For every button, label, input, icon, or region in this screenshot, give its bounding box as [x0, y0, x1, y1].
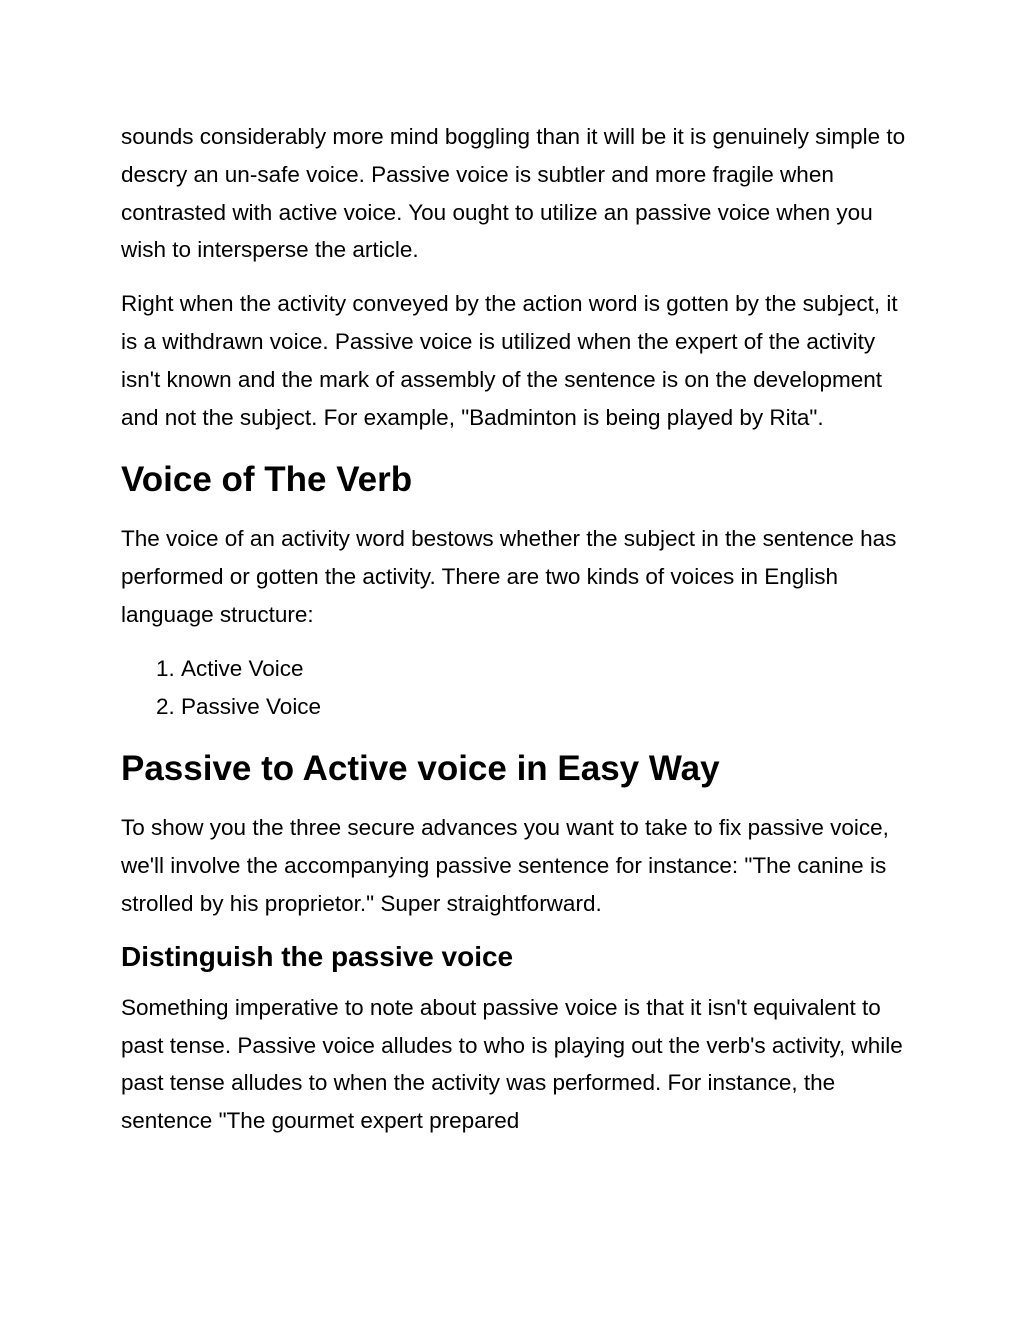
voice-types-list	[121, 650, 911, 726]
paragraph-intro: sounds considerably more mind boggling than it will be it is genuinely simple to descry an un-safe voice. Passive voice is subtler and more fragile when contrasted with active voice. You ought to utilize an passive voice when you wish to intersperse the article.	[121, 124, 906, 263]
paragraph-past-tense-note: Something imperative to note about passive voice is that it isn't equivalent to past tense. Passive voice alludes to who is playing out the verb's activity, while past tense alludes to when the activity was performed. For instance, the sentence "The gourmet expert prepared	[121, 994, 903, 1134]
heading-passive-to-active: Passive to Active voice in Easy Way	[121, 749, 720, 789]
paragraph-voice-explanation: The voice of an activity word bestows whether the subject in the sentence has performed or gotten the activity. There are two kinds of voices in English language structure:	[121, 526, 897, 627]
document-page	[121, 118, 911, 1156]
heading-distinguish-passive: Distinguish the passive voice	[121, 940, 514, 972]
paragraph-example-intro: To show you the three secure advances you want to take to fix passive voice, we'll involve the accompanying passive sentence for instance: "The canine is strolled by his proprietor." Super straightforward.	[121, 815, 889, 916]
paragraph-passive-definition: Right when the activity conveyed by the action word is gotten by the subject, it is a withdrawn voice. Passive voice is utilized when the expert of the activity isn't known and the mark of assembly of the sentence is on the development and not the subject. For example, "Badminton is being played by Rita".	[121, 291, 898, 430]
list-item: 2. Passive Voice	[181, 688, 911, 726]
heading-voice-of-the-verb: Voice of The Verb	[121, 460, 413, 500]
list-item: 1. Active Voice	[181, 650, 911, 688]
